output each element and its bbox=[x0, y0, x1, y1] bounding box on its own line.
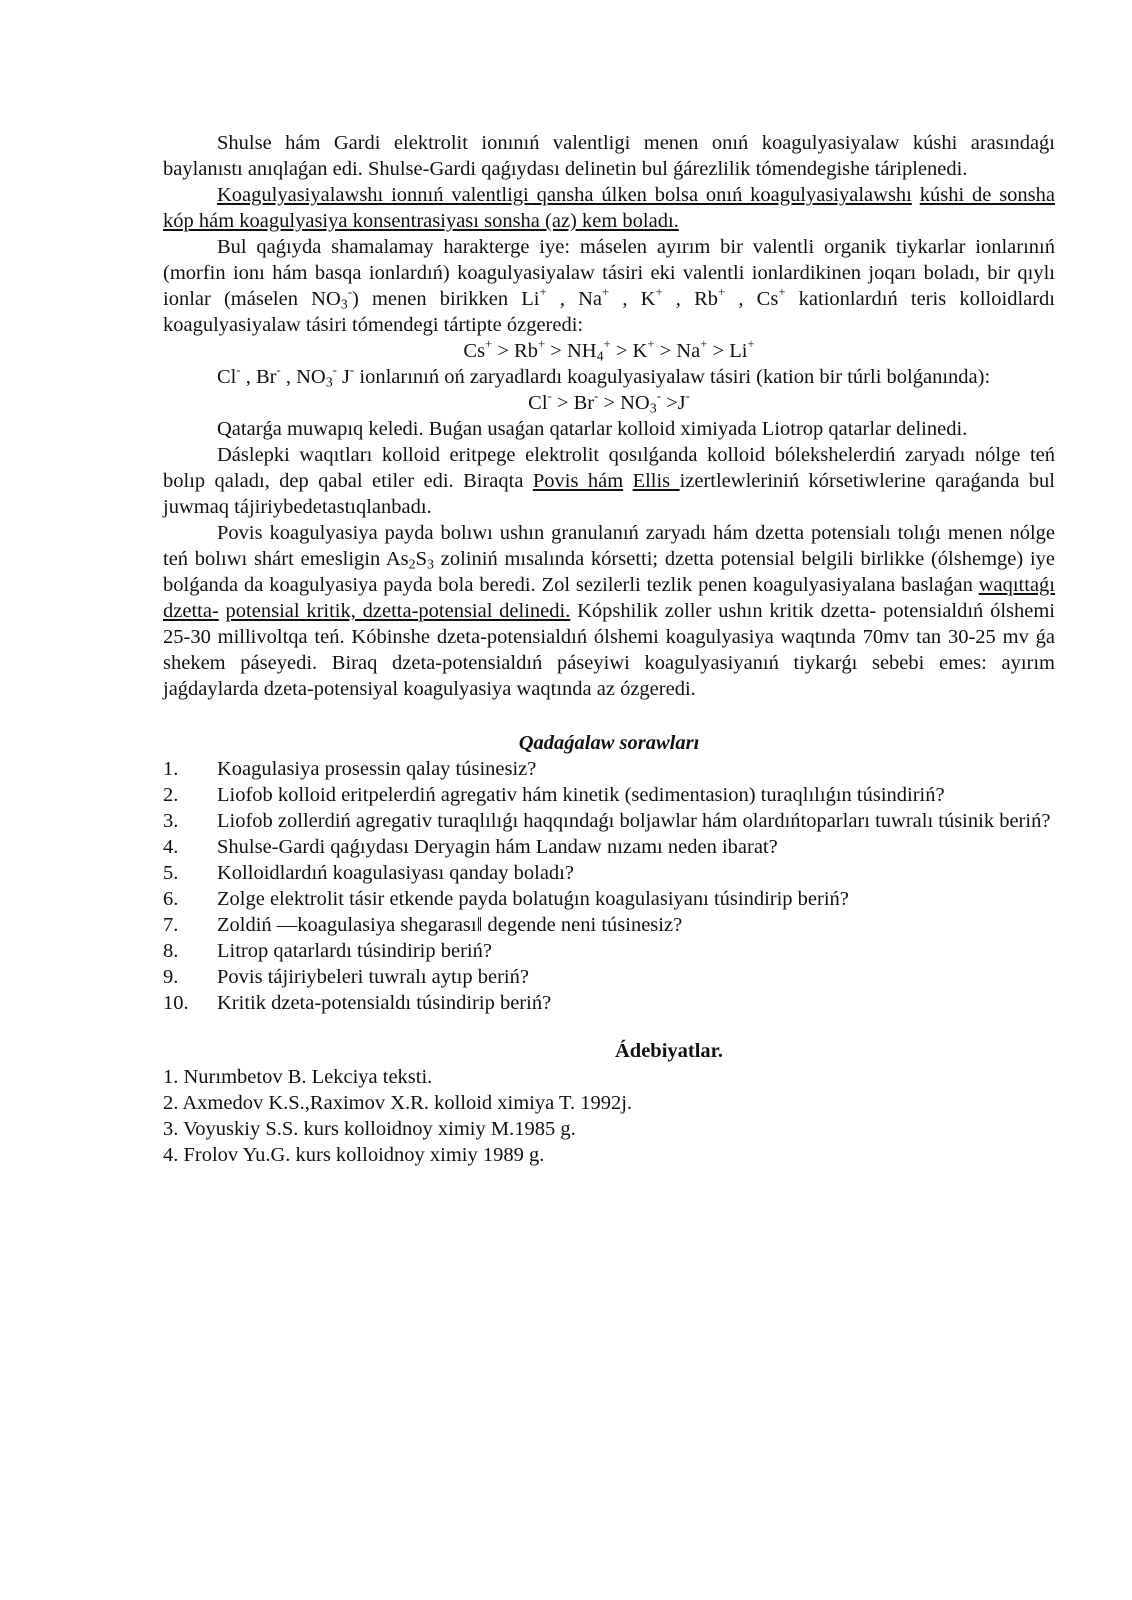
superscript: + bbox=[700, 337, 708, 352]
question-item bbox=[163, 756, 1055, 782]
question-number: 9. bbox=[163, 966, 179, 988]
subscript: 2 bbox=[408, 557, 416, 573]
superscript: + bbox=[485, 337, 493, 352]
formula-term: > Rb bbox=[492, 340, 538, 362]
question-item bbox=[163, 938, 1055, 964]
formula-term: > Na bbox=[654, 340, 701, 362]
formula-term: > NO bbox=[598, 392, 650, 414]
question-text: Kritik dzeta-potensialdı túsindirip beriń? bbox=[217, 992, 552, 1014]
questions-title: Qadaǵalaw sorawları bbox=[518, 732, 700, 754]
superscript: - bbox=[332, 363, 337, 378]
superscript: - bbox=[350, 363, 355, 378]
superscript: - bbox=[685, 389, 690, 404]
superscript: + bbox=[537, 337, 546, 352]
text-run: Kópshilik zoller ushın kritik dzetta- potensialdıń ólshemi 25-30 millivoltqa teń. Kóbinshe dzeta-potensialdıń ólshemi koagulyasiya waqtında 70mv tan 30-25 mv ǵa shekem páseyedi. Biraq dzeta-potensialdıń páseyiwi koagulyasiyanıń tiykarǵı sebebi emes: ayırım jaǵdaylarda dzeta-potensiyal koagulyasiya waqtında az ózgeredi. bbox=[163, 600, 1055, 700]
reference-item: 1. Nurımbetov B. Lekciya teksti. bbox=[163, 1066, 433, 1088]
question-number: 5. bbox=[163, 862, 179, 884]
subscript: 3 bbox=[325, 375, 333, 391]
text-run: J bbox=[336, 366, 351, 388]
references-list bbox=[163, 1064, 1055, 1168]
subscript: 4 bbox=[596, 349, 604, 365]
paragraph-rule-exceptions bbox=[163, 234, 1055, 338]
text-run: ionlarınıń oń zaryadlardı koagulyasiyalaw tásiri (kation bir túrli bolǵanında): bbox=[354, 366, 991, 388]
subscript: 3 bbox=[427, 557, 435, 573]
superscript: + bbox=[778, 285, 786, 300]
paragraph-liotrop-series: Qatarǵa muwapıq keledi. Buǵan usaǵan qatarlar kolloid ximiyada Liotrop qatarlar delinedi. bbox=[217, 418, 968, 440]
text-run: S bbox=[415, 548, 428, 570]
questions-list bbox=[163, 756, 1055, 1016]
text-run: , NO bbox=[280, 366, 326, 388]
superscript: + bbox=[647, 337, 655, 352]
text-run: , Na bbox=[546, 288, 603, 310]
question-text: Liofob zollerdiń agregativ turaqlılıǵı haqqındaǵı boljawlar hám olardıńtoparları tuwralı túsinik beriń? bbox=[217, 810, 1051, 832]
question-text: Liofob kolloid eritpelerdiń agregativ hám kinetik (sedimentasion) turaqlılıǵın túsindiriń? bbox=[217, 784, 945, 806]
question-number: 3. bbox=[163, 810, 179, 832]
paragraph-povis-experiment bbox=[163, 520, 1055, 702]
question-item bbox=[163, 808, 1055, 834]
superscript: - bbox=[656, 389, 661, 404]
text-run: Bul qaǵıyda shamalamay harakterge iye: máselen ayırım bir valentli organik tiykarlar ionlarınıń (morfin ionı hám basqa ionlardıń) koagulyasiyalaw tásiri eki valentli ionlardikinen joqarı boladı, bir qıylı ionlar (máselen NO bbox=[163, 236, 1055, 310]
text-run bbox=[623, 470, 632, 492]
paragraph-anion-effect bbox=[163, 364, 1055, 390]
question-item bbox=[163, 990, 1055, 1016]
reference-item: 3. Voyuskiy S.S. kurs kolloidnoy ximiy M.1985 g. bbox=[163, 1118, 576, 1140]
question-text: Litrop qatarlardı túsindirip beriń? bbox=[217, 940, 492, 962]
superscript: + bbox=[539, 285, 547, 300]
underlined-rule-part-2: kúshi de sonsha kóp hám koagulyasiya konsentrasiyası sonsha (az) kem boladı. bbox=[163, 184, 1056, 232]
question-number: 8. bbox=[163, 940, 179, 962]
question-text: Povis tájiriybeleri tuwralı aytıp beriń? bbox=[217, 966, 529, 988]
superscript: + bbox=[655, 285, 663, 300]
reference-item: 4. Frolov Yu.G. kurs kolloidnoy ximiy 1989 g. bbox=[163, 1144, 545, 1166]
question-number: 6. bbox=[163, 888, 179, 910]
text-run: izertlewleriniń kórsetiwlerine qaraǵanda bul juwmaq tájiriybedetastıqlanbadı. bbox=[163, 470, 1056, 518]
question-text: Zolge elektrolit tásir etkende payda bolatuǵın koagulasiyanı túsindirip beriń? bbox=[217, 888, 849, 910]
question-number: 7. bbox=[163, 914, 179, 936]
question-number: 1. bbox=[163, 758, 179, 780]
superscript: + bbox=[747, 337, 755, 352]
underlined-name-povis: Povis hám bbox=[532, 470, 624, 492]
rule-space bbox=[912, 184, 920, 206]
text-run bbox=[219, 600, 226, 622]
superscript: + bbox=[603, 337, 611, 352]
underlined-rule-part-1: Koagulyasiyalawshı ionnıń valentligi qansha úlken bolsa onıń koagulyasiyalawshı bbox=[217, 184, 912, 206]
question-text: Shulse-Gardi qaǵıydası Deryagin hám Landaw nızamı neden ibarat? bbox=[217, 836, 778, 858]
question-number: 4. bbox=[163, 836, 179, 858]
superscript: - bbox=[347, 285, 352, 300]
formula-anion-series bbox=[163, 390, 1055, 416]
underlined-term-part-2: potensial kritik, dzetta-potensial delinedi. bbox=[225, 600, 571, 622]
formula-term: > Br bbox=[551, 392, 595, 414]
text-run: zoliniń mısalında kórsetti; dzetta potensial belgili birlikke (ólshemge) iye bolǵanda da koagulyasiya payda bola beredi. Zol sezilerli tezlik penen koagulyasiyalana baslaǵan bbox=[163, 548, 1055, 596]
question-number: 10. bbox=[163, 992, 189, 1014]
text-run: ) menen birikken Li bbox=[351, 288, 540, 310]
formula-cation-series bbox=[163, 338, 1055, 364]
paragraph-rule-statement bbox=[163, 182, 1055, 234]
question-item bbox=[163, 834, 1055, 860]
underlined-name-ellis: Ellis bbox=[632, 470, 680, 492]
text-run: , K bbox=[609, 288, 656, 310]
text-run: , Cs bbox=[725, 288, 779, 310]
text-run: , Rb bbox=[662, 288, 719, 310]
question-text: Zoldiń ―koagulasiya shegarası‖ degende neni túsinesiz? bbox=[217, 914, 683, 936]
subscript: 3 bbox=[649, 401, 657, 417]
text-run: Dáslepki waqıtları kolloid eritpege elektrolit qosılǵanda kolloid bólekshelerdiń zaryadı nólge teń bolıp qaladı, dep qabal etiler edi. Biraqta bbox=[163, 444, 1055, 492]
formula-term: > NH bbox=[545, 340, 597, 362]
question-item bbox=[163, 782, 1055, 808]
question-item bbox=[163, 886, 1055, 912]
formula-term: Cs bbox=[463, 340, 486, 362]
formula-term: Cl bbox=[528, 392, 548, 414]
paragraph-early-views bbox=[163, 442, 1055, 520]
superscript: + bbox=[602, 285, 610, 300]
reference-item: 2. Axmedov K.S.,Raximov X.R. kolloid ximiya T. 1992j. bbox=[163, 1092, 633, 1114]
superscript: - bbox=[594, 389, 599, 404]
question-text: Koagulasiya prosessin qalay túsinesiz? bbox=[217, 758, 537, 780]
underlined-term-part-1: waqıttaǵı dzetta- bbox=[163, 574, 1055, 622]
question-text: Kolloidlardıń koagulasiyası qanday boladı? bbox=[217, 862, 574, 884]
text-run: kationlardıń teris kolloidlardı koagulyasiyalaw tásiri tómendegi tártipte ózgeredi: bbox=[163, 288, 1056, 336]
formula-term: > Li bbox=[707, 340, 748, 362]
superscript: - bbox=[547, 389, 552, 404]
text-run: Cl bbox=[217, 366, 237, 388]
question-item bbox=[163, 964, 1055, 990]
text-run: , Br bbox=[240, 366, 277, 388]
superscript: - bbox=[276, 363, 281, 378]
superscript: + bbox=[718, 285, 726, 300]
question-number: 2. bbox=[163, 784, 179, 806]
references-title: Ádebiyatlar. bbox=[614, 1040, 723, 1062]
formula-term: >J bbox=[660, 392, 686, 414]
paragraph-shulse-gardi-intro: Shulse hám Gardi elektrolit ionınıń valentligi menen onıń koagulyasiyalaw kúshi arasındaǵı baylanıstı anıqlaǵan edi. Shulse-Gardi qaǵıydası delinetin bul ǵárezlilik tómendegishe táriplenedi. bbox=[163, 132, 1055, 180]
superscript: - bbox=[236, 363, 241, 378]
subscript: 3 bbox=[340, 297, 348, 313]
page-content bbox=[163, 130, 1055, 1168]
question-item bbox=[163, 860, 1055, 886]
text-run: Povis koagulyasiya payda bolıwı ushın granulanıń zaryadı hám dzetta potensialı tolıǵı menen nólge teń bolıwı shárt emesligin As bbox=[163, 522, 1055, 570]
formula-term: > K bbox=[610, 340, 648, 362]
question-item bbox=[163, 912, 1055, 938]
